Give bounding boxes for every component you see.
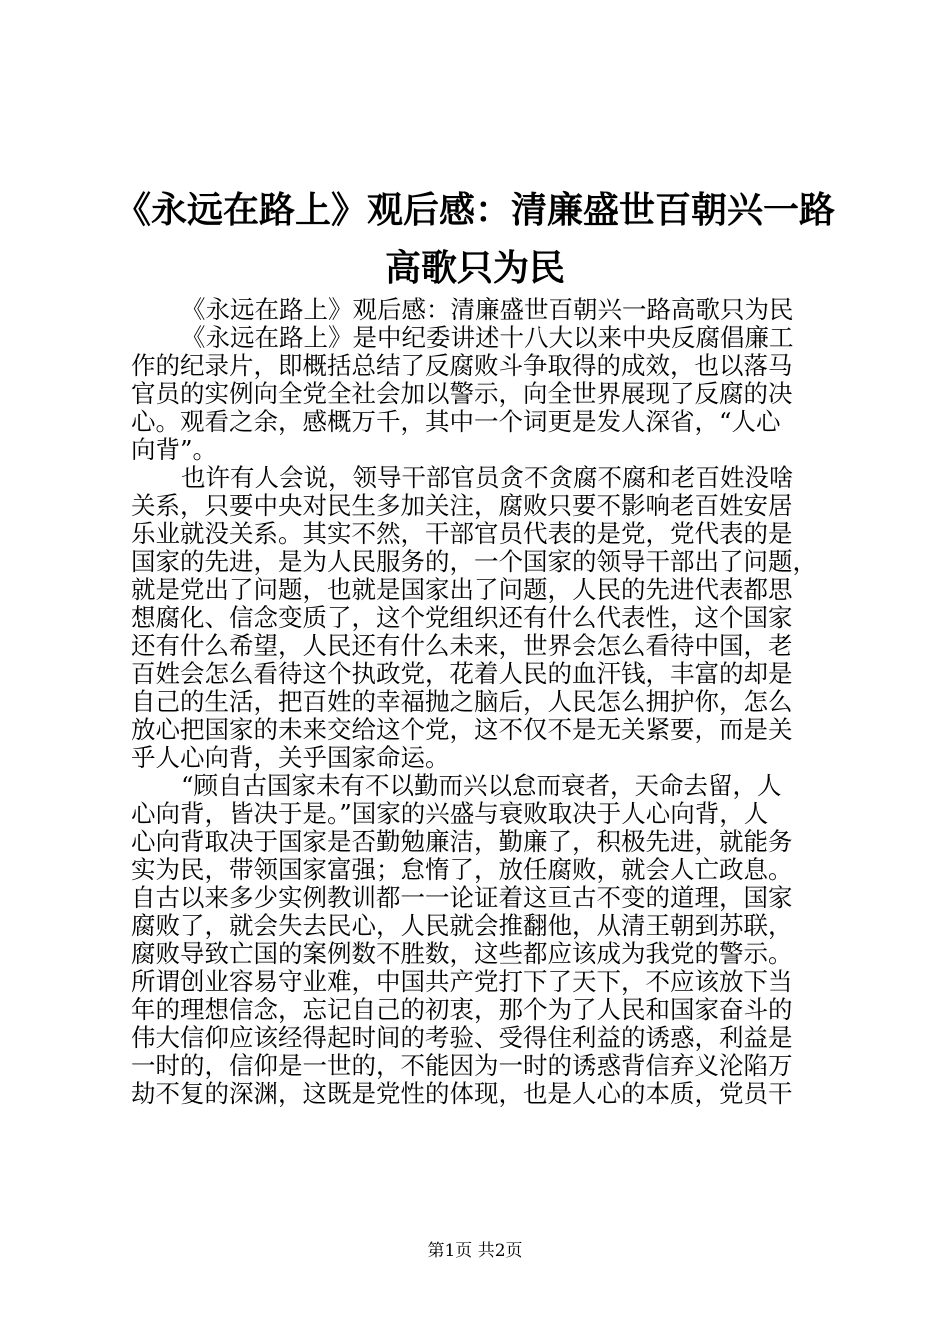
body-text-line: 心向背取决于国家是否勤勉廉洁，勤廉了，积极先进，就能务 [131, 827, 793, 856]
body-text-line: 所谓创业容易守业难，中国共产党打下了天下，不应该放下当 [131, 967, 793, 996]
body-text-line: 腐败了，就会失去民心，人民就会推翻他，从清王朝到苏联， [131, 911, 793, 940]
body-text-line: 百姓会怎么看待这个执政党，花着人民的血汗钱，丰富的却是 [131, 659, 793, 688]
body-text-line: 心向背，皆决于是。”国家的兴盛与衰败取决于人心向背，人 [131, 799, 769, 828]
body-text-line: 心。观看之余，感概万千，其中一个词更是发人深省，“人心 [131, 407, 781, 436]
body-text-line: 乐业就没关系。其实不然，干部官员代表的是党，党代表的是 [131, 519, 793, 548]
document-title-line-1: 《永远在路上》观后感：清廉盛世百朝兴一路 [114, 190, 835, 231]
body-text-line: 还有什么希望，人民还有什么未来，世界会怎么看待中国，老 [131, 631, 793, 660]
body-text-line: 也许有人会说，领导干部官员贪不贪腐不腐和老百姓没啥 [181, 463, 794, 492]
body-text-line: 腐败导致亡国的案例数不胜数，这些都应该成为我党的警示。 [131, 939, 793, 968]
body-text-line: 乎人心向背，关乎国家命运。 [131, 743, 450, 772]
body-text-line: 自己的生活，把百姓的幸福抛之脑后，人民怎么拥护你，怎么 [131, 687, 793, 716]
body-text-line: 伟大信仰应该经得起时间的考验、受得住利益的诱惑，利益是 [131, 1023, 793, 1052]
document-title-line-2: 高歌只为民 [384, 248, 565, 289]
body-text-line: 国家的先进，是为人民服务的，一个国家的领导干部出了问题， [131, 547, 817, 576]
body-text-line: 官员的实例向全党全社会加以警示，向全世界展现了反腐的决 [131, 379, 793, 408]
body-text-line: “顾自古国家未有不以勤而兴以怠而衰者，天命去留，人 [181, 771, 782, 800]
body-text-line: 实为民，带领国家富强；怠惰了，放任腐败，就会人亡政息。 [131, 855, 793, 884]
body-text-line: 关系，只要中央对民生多加关注，腐败只要不影响老百姓安居 [131, 491, 793, 520]
body-text-line: 年的理想信念，忘记自己的初衷，那个为了人民和国家奋斗的 [131, 995, 793, 1024]
body-text-line: 劫不复的深渊，这既是党性的体现，也是人心的本质，党员干 [131, 1079, 793, 1108]
body-text-line: 一时的，信仰是一世的，不能因为一时的诱惑背信弃义沦陷万 [131, 1051, 793, 1080]
page-footer: 第1页 共2页 [427, 1241, 523, 1261]
body-text-line: 向背”。 [131, 435, 218, 464]
body-text-line: 放心把国家的未来交给这个党，这不仅不是无关紧要，而是关 [131, 715, 793, 744]
body-text-line: 作的纪录片，即概括总结了反腐败斗争取得的成效，也以落马 [131, 351, 793, 380]
body-text-line: 想腐化、信念变质了，这个党组织还有什么代表性，这个国家 [131, 603, 793, 632]
document-body [131, 296, 826, 1108]
body-text-line: 《永远在路上》是中纪委讲述十八大以来中央反腐倡廉工 [181, 323, 794, 352]
body-text-line: 就是党出了问题，也就是国家出了问题，人民的先进代表都思 [131, 575, 793, 604]
body-text-line: 自古以来多少实例教训都一一论证着这亘古不变的道理，国家 [131, 883, 793, 912]
body-text-line: 《永远在路上》观后感：清廉盛世百朝兴一路高歌只为民 [181, 295, 794, 324]
